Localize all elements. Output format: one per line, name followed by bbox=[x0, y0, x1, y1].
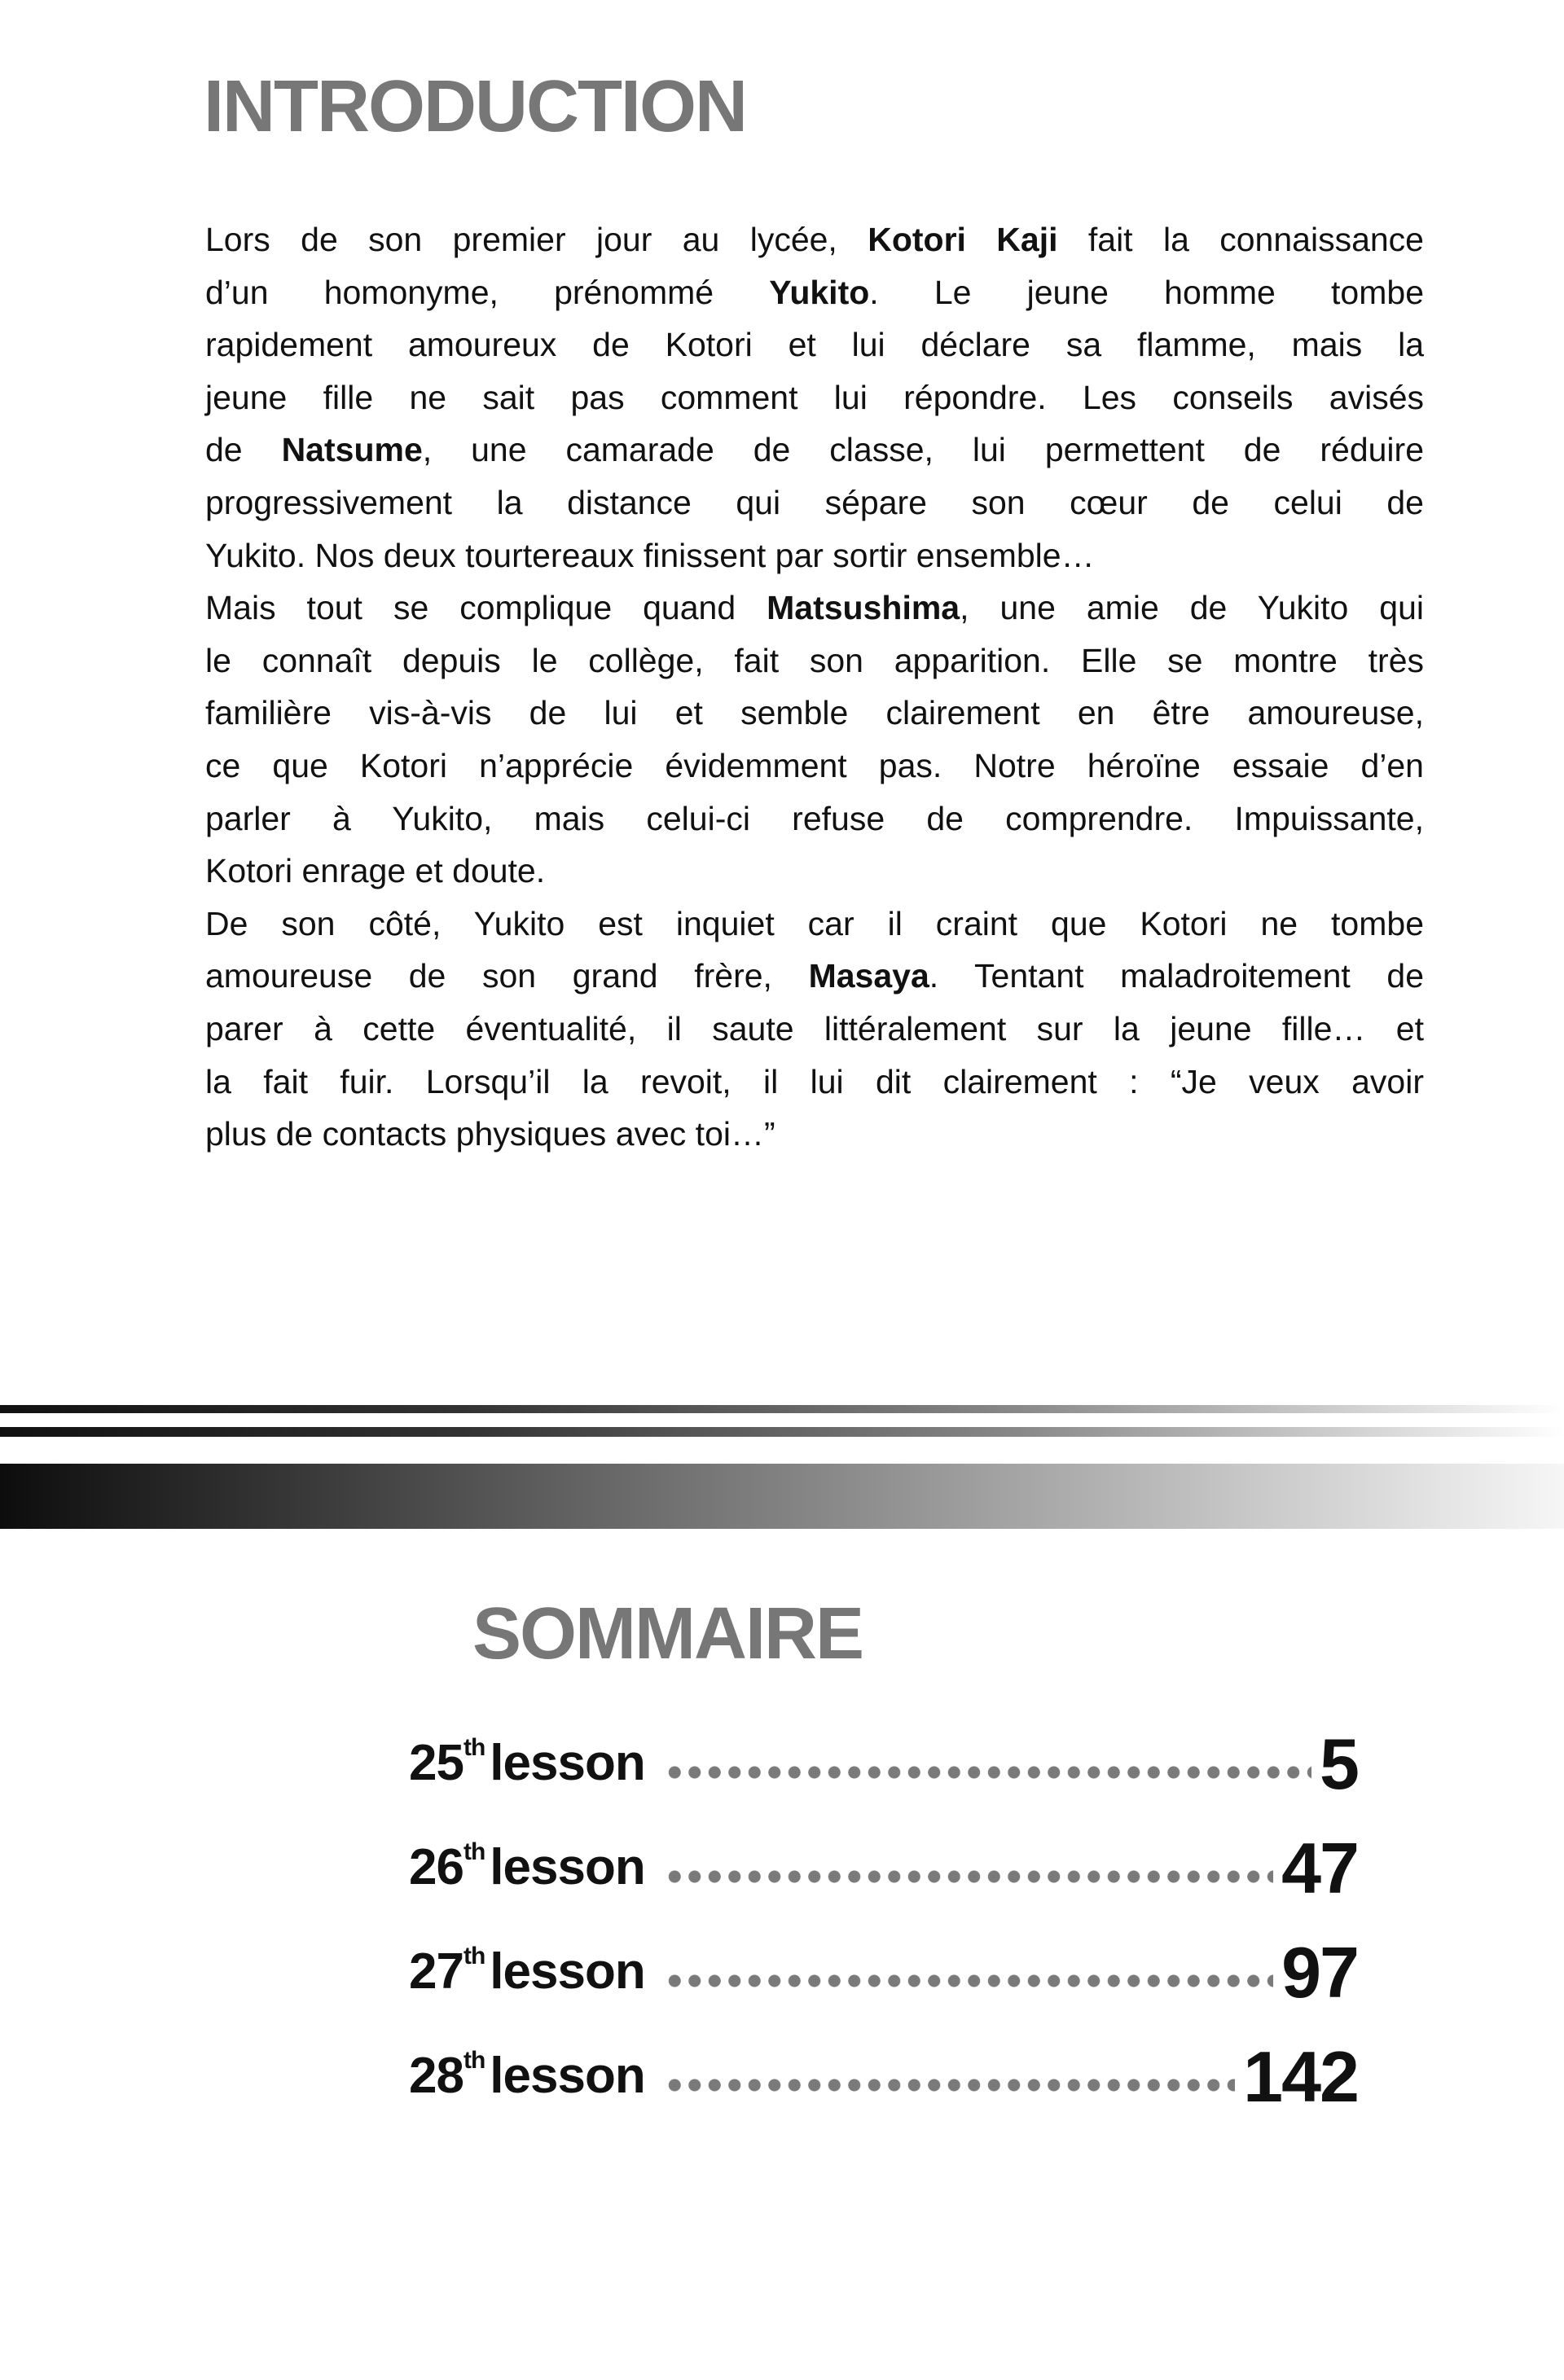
toc-entry[interactable] bbox=[409, 1807, 1358, 1908]
page-number: 47 bbox=[1281, 1828, 1358, 1908]
paragraph-line bbox=[205, 950, 1424, 1003]
lesson-number: 28 bbox=[409, 2048, 463, 2104]
text-segment: parer à cette éventualité, il saute littéralement sur la jeune fille… et bbox=[205, 1009, 1424, 1047]
lesson-word: lesson bbox=[490, 1839, 645, 1895]
text-segment: le connaît depuis le collège, fait son apparition. Elle se montre très bbox=[205, 641, 1424, 679]
gradient-divider-thin-bottom bbox=[0, 1427, 1564, 1437]
lesson-word: lesson bbox=[490, 1735, 645, 1791]
text-segment: familière vis-à-vis de lui et semble clairement en être amoureuse, bbox=[205, 694, 1424, 732]
text-segment: d’un homonyme, prénommé bbox=[205, 273, 770, 311]
toc-entry[interactable] bbox=[409, 2015, 1358, 2117]
paragraph-line bbox=[205, 845, 1424, 898]
dot-leader bbox=[665, 1868, 1273, 1885]
paragraph-line bbox=[205, 476, 1424, 529]
toc-entry-label bbox=[409, 1734, 645, 1792]
paragraph-line bbox=[205, 424, 1424, 476]
text-segment: fait la connaissance bbox=[1057, 221, 1424, 258]
text-segment: Lors de son premier jour au lycée, bbox=[205, 221, 868, 258]
text-segment: de bbox=[205, 431, 282, 469]
text-segment: la fait fuir. Lorsqu’il la revoit, il lui dit clairement : “Je veux avoir bbox=[205, 1062, 1424, 1100]
dot-leader bbox=[665, 2077, 1235, 2093]
character-name: Masaya bbox=[808, 957, 929, 995]
paragraph-line bbox=[205, 1108, 1424, 1161]
toc-entry[interactable] bbox=[409, 1702, 1358, 1804]
character-name: Natsume bbox=[281, 431, 423, 469]
ordinal-suffix: th bbox=[463, 1943, 485, 1969]
page-number: 142 bbox=[1243, 2036, 1358, 2117]
gradient-divider-thin-top bbox=[0, 1405, 1564, 1413]
paragraph-line bbox=[205, 898, 1424, 951]
paragraph-line bbox=[205, 529, 1424, 582]
text-segment: jeune fille ne sait pas comment lui répondre. Les conseils avisés bbox=[205, 378, 1424, 416]
paragraph-line bbox=[205, 266, 1424, 319]
text-segment: plus de contacts physiques avec toi…” bbox=[205, 1115, 775, 1153]
gradient-divider-thick bbox=[0, 1464, 1564, 1529]
text-segment: . Tentant maladroitement de bbox=[929, 957, 1425, 995]
paragraph-line bbox=[205, 635, 1424, 687]
text-segment: , une amie de Yukito qui bbox=[960, 589, 1425, 627]
page-number: 5 bbox=[1320, 1724, 1358, 1804]
ordinal-suffix: th bbox=[463, 1734, 485, 1761]
text-segment: ce que Kotori n’apprécie évidemment pas. Notre héroïne essaie d’en bbox=[205, 746, 1424, 784]
text-segment: . Le jeune homme tombe bbox=[869, 273, 1424, 311]
paragraph-line bbox=[205, 740, 1424, 793]
paragraph-line bbox=[205, 318, 1424, 371]
dot-leader bbox=[665, 1973, 1273, 1989]
lesson-number: 26 bbox=[409, 1839, 463, 1895]
introduction-body bbox=[205, 213, 1424, 1161]
character-name: Matsushima bbox=[767, 589, 960, 627]
paragraph-line bbox=[205, 213, 1424, 266]
paragraph-line bbox=[205, 687, 1424, 740]
lesson-word: lesson bbox=[490, 2048, 645, 2104]
text-segment: De son côté, Yukito est inquiet car il craint que Kotori ne tombe bbox=[205, 904, 1424, 942]
toc-entry-label bbox=[409, 2047, 645, 2105]
introduction-title: INTRODUCTION bbox=[204, 66, 746, 147]
lesson-word: lesson bbox=[490, 1943, 645, 2000]
dot-leader bbox=[665, 1764, 1311, 1781]
text-segment: Kotori enrage et doute. bbox=[205, 852, 546, 890]
text-segment: Mais tout se complique quand bbox=[205, 589, 767, 627]
ordinal-suffix: th bbox=[463, 1838, 485, 1865]
lesson-number: 27 bbox=[409, 1943, 463, 2000]
paragraph-line bbox=[205, 1003, 1424, 1056]
text-segment: amoureuse de son grand frère, bbox=[205, 957, 809, 995]
character-name: Kotori Kaji bbox=[868, 221, 1058, 258]
paragraph-line bbox=[205, 793, 1424, 845]
toc-entry-label bbox=[409, 1943, 645, 2000]
text-segment: parler à Yukito, mais celui-ci refuse de comprendre. Impuissante, bbox=[205, 799, 1424, 837]
text-segment: progressivement la distance qui sépare son cœur de celui de bbox=[205, 483, 1424, 521]
text-segment: rapidement amoureux de Kotori et lui déclare sa flamme, mais la bbox=[205, 326, 1424, 364]
paragraph-line bbox=[205, 371, 1424, 424]
page-number: 97 bbox=[1281, 1932, 1358, 2013]
sommaire-title: SOMMAIRE bbox=[472, 1593, 863, 1675]
text-segment: Yukito. Nos deux tourtereaux finissent par sortir ensemble… bbox=[205, 536, 1095, 574]
paragraph-line bbox=[205, 582, 1424, 635]
ordinal-suffix: th bbox=[463, 2047, 485, 2074]
toc-entry-label bbox=[409, 1838, 645, 1896]
paragraph-line bbox=[205, 1056, 1424, 1109]
text-segment: , une camarade de classe, lui permettent de réduire bbox=[422, 431, 1424, 469]
character-name: Yukito bbox=[769, 273, 870, 311]
lesson-number: 25 bbox=[409, 1735, 463, 1791]
toc-entry[interactable] bbox=[409, 1911, 1358, 2013]
